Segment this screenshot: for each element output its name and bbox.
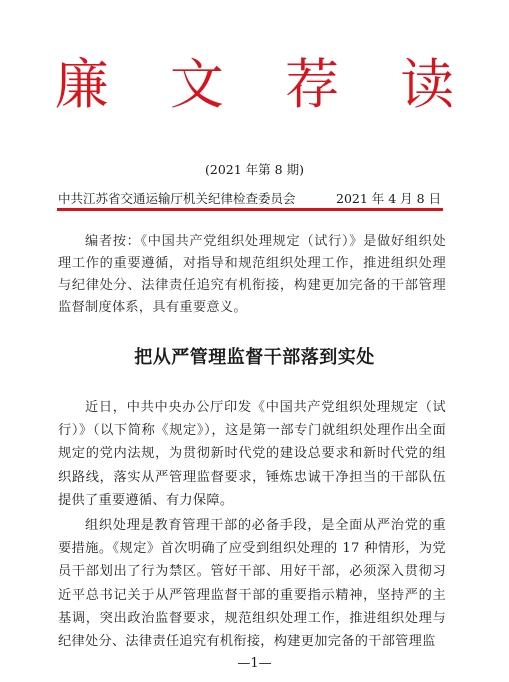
masthead-title: 廉 文 荐 读 (54, 53, 477, 116)
issue-date: 2021 年 4 月 8 日 (336, 191, 442, 206)
red-divider-line (57, 208, 443, 211)
editor-note: 编者按：《中国共产党组织处理规定（试行）》是做好组织处理工作的重要遵循，对指导和规范组织处理工作，推进组织处理与纪律处分、法律责任追究有机衔接，构建更加完备的干部管理监督制度体系，具有重要意义。 (58, 234, 446, 315)
issue-number: (2021 年第 8 期) (205, 162, 304, 177)
article-title: 把从严管理监督干部落到实处 (134, 347, 375, 368)
article-paragraph: 近日，中共中央办公厅印发《中国共产党组织处理规定（试行）》（以下简称《规定》），这是第一部专门就组织处理作出全面规定的党内法规，为贯彻新时代党的建设总要求和新时代党的组织路线，落实从严管理监督要求，锤炼忠诚干净担当的干部队伍提供了重要遵循、有力保障。 (58, 400, 446, 508)
article-body (58, 396, 446, 655)
article-paragraph: 组织处理是教育管理干部的必备手段，是全面从严治党的重要措施。《规定》首次明确了应受到组织处理的 17 种情形，为党员干部划出了行为禁区。管好干部、用好干部，必须深入贯彻习近平总书记关于从严管理监督干部的重要指示精神，坚持严的主基调，突出政治监督要求，规范组织处理工作，推进组织处理与纪律处分、法律责任追究有机衔接，构建更加完备的干部管理监 (58, 518, 446, 650)
issuer-name: 中共江苏省交通运输厅机关纪律检查委员会 (58, 191, 296, 206)
page-number: —1— (237, 656, 272, 671)
